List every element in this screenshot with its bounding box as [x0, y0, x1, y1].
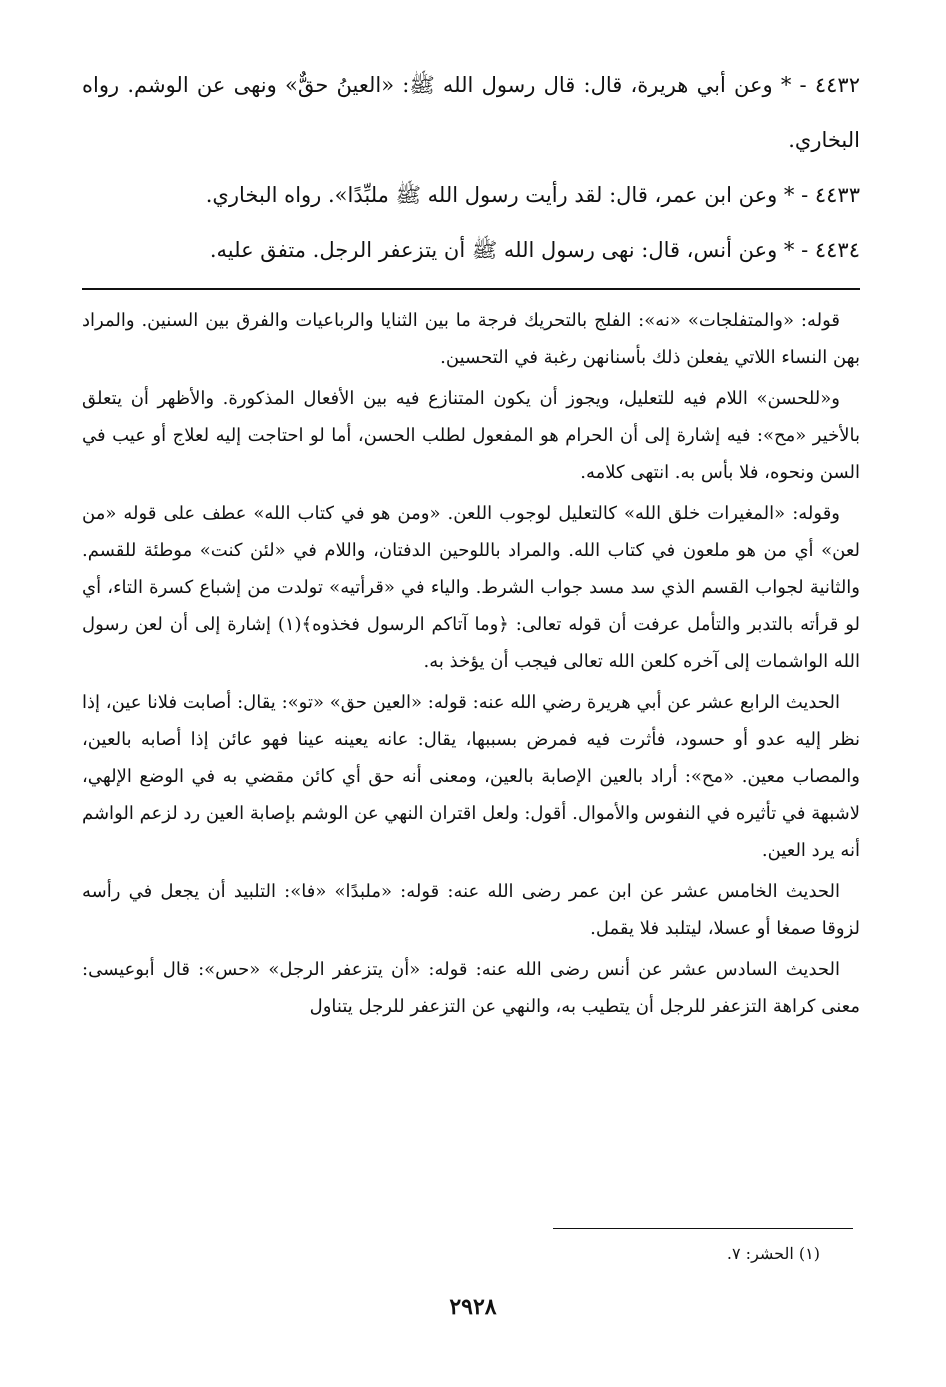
footnote-divider	[553, 1228, 853, 1229]
hadith-4433: ٤٤٣٣ - * وعن ابن عمر، قال: لقد رأيت رسول الله ﷺ ملبِّدًا». رواه البخاري.	[205, 183, 860, 207]
commentary-paragraph: قوله: «والمتفلجات» «نه»: الفلج بالتحريك فرجة ما بين الثنايا والرباعيات والفرق بين السنين. والمراد بهن النساء اللاتي يفعلن ذلك بأسنانهن رغبة في التحسين.	[82, 310, 860, 368]
commentary-paragraph: الحديث الرابع عشر عن أبي هريرة رضي الله عنه: قوله: «العين حق» «تو»: يقال: أصابت فلانا عين، إذا نظر إليه عدو أو حسود، فأثرت فيه فمرض بسببها، يقال: عانه يعينه عينا فهو عائن إذا أصابه بالعين، والمصاب معين. «مح»: أراد بالعين الإصابة بالعين، ومعنى أنه حق أي كائن مقضي به في الوضع الإلهي، لاشبهة في تأثيره في النفوس والأموال. أقول: ولعل اقتران النهي عن الوشم بإصابة العين رد لزعم الواشم أنه يرد العين.	[82, 692, 860, 861]
section-divider	[82, 288, 860, 290]
commentary-paragraph: الحديث الخامس عشر عن ابن عمر رضى الله عنه: قوله: «ملبدًا» «فا»: التلبيد أن يجعل في رأسه لزوقا صمغا أو عسلا، ليتلبد فلا يقمل.	[82, 881, 860, 939]
page-number: ٢٩٢٨	[449, 1294, 497, 1320]
page-body	[82, 58, 860, 1029]
hadith-4434: ٤٤٣٤ - * وعن أنس، قال: نهى رسول الله ﷺ أن يتزعفر الرجل. متفق عليه.	[209, 238, 860, 262]
commentary-paragraph: الحديث السادس عشر عن أنس رضى الله عنه: قوله: «أن يتزعفر الرجل» «حس»: قال أبوعيسى: معنى كراهة التزعفر للرجل أن يتطيب به، والنهي عن التزعفر للرجل يتناول	[82, 959, 860, 1017]
footnote: (١) الحشر: ٧.	[726, 1244, 820, 1263]
commentary-paragraph: وقوله: «المغيرات خلق الله» كالتعليل لوجوب اللعن. «ومن هو في كتاب الله» عطف على قوله «من لعن» أي من هو ملعون في كتاب الله. والمراد باللوحين الدفتان، واللام في «لئن كنت» موطئة للقسم. والثانية لجواب القسم الذي سد مسد جواب الشرط. والياء في «قرأتيه» تولدت من إشباع كسرة التاء، أي لو قرأته بالتدبر والتأمل عرفت أن قوله تعالى: ﴿وما آتاكم الرسول فخذوه﴾(١) إشارة إلى أن لعن رسول الله الواشمات إلى آخره كلعن الله تعالى فيجب أن يؤخذ به.	[82, 503, 860, 672]
hadith-4432: ٤٤٣٢ - * وعن أبي هريرة، قال: قال رسول الله ﷺ: «العينُ حقٌّ» ونهى عن الوشم. رواه البخاري.	[82, 73, 860, 152]
commentary-paragraph: و«للحسن» اللام فيه للتعليل، ويجوز أن يكون المتنازع فيه بين الأفعال المذكورة. والأظهر أن يتعلق بالأخير «مح»: فيه إشارة إلى أن الحرام هو المفعول لطلب الحسن، أما لو احتاجت إليه لعلاج أو عيب في السن ونحوه، فلا بأس به. انتهى كلامه.	[82, 388, 860, 483]
